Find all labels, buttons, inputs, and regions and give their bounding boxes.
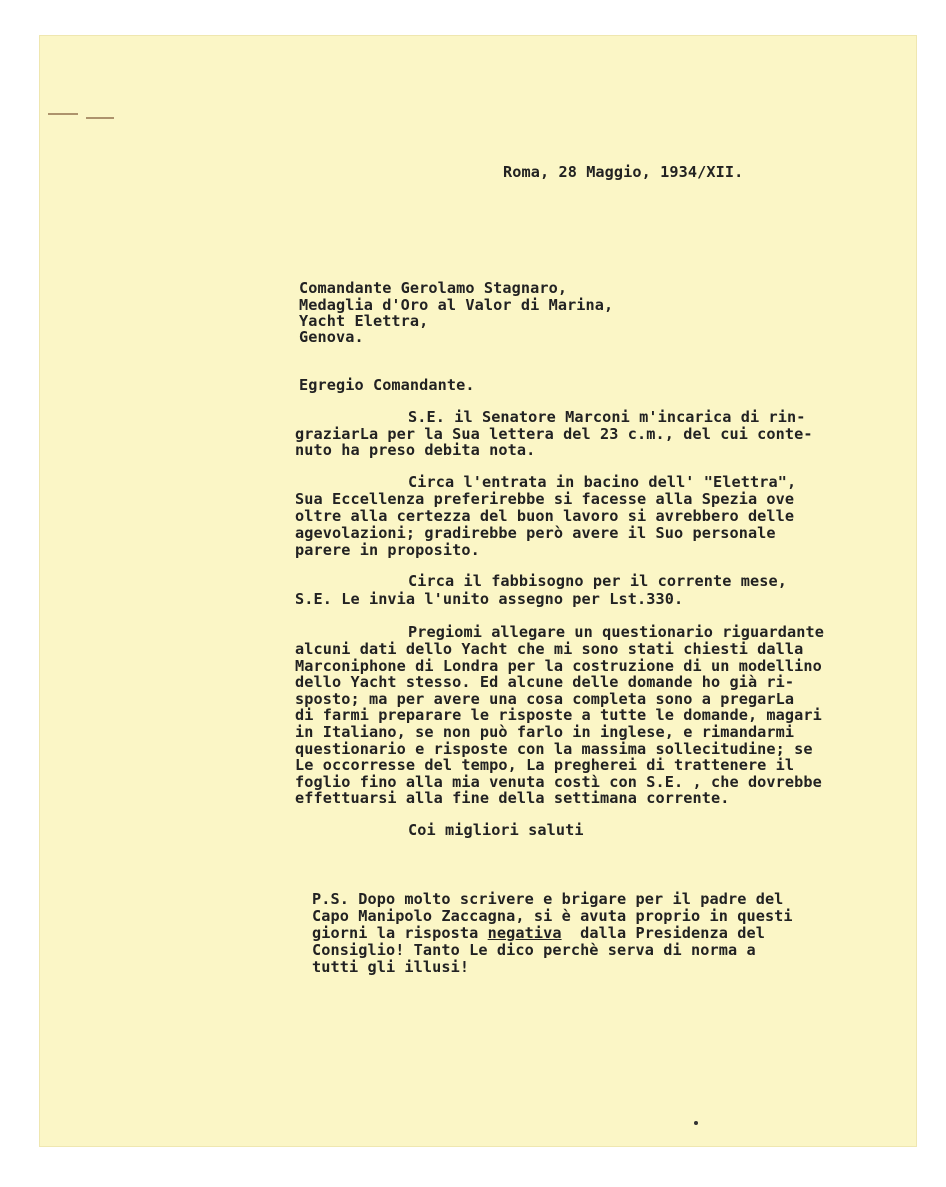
postscript-line: Capo Manipolo Zaccagna, si è avuta proprio in questi bbox=[312, 907, 793, 925]
paragraph-line: nuto ha preso debita nota. bbox=[295, 441, 536, 459]
paragraph-line: S.E. il Senatore Marconi m'incarica di rin- bbox=[408, 408, 806, 426]
paragraph-line: agevolazioni; gradirebbe però avere il Suo personale bbox=[295, 524, 776, 542]
paragraph-line: Le occorresse del tempo, La pregherei di trattenere il bbox=[295, 756, 795, 774]
paragraph-line: dello Yacht stesso. Ed alcune delle domande ho già ri- bbox=[295, 673, 795, 691]
paragraph-line: effettuarsi alla fine della settimana corrente. bbox=[295, 789, 730, 807]
address-line: Genova. bbox=[299, 328, 364, 346]
paragraph-line: S.E. Le invia l'unito assegno per Lst.330. bbox=[295, 590, 684, 608]
paragraph-line: Marconiphone di Londra per la costruzione di un modellino bbox=[295, 657, 822, 675]
postscript-line: P.S. Dopo molto scrivere e brigare per il padre del bbox=[312, 890, 784, 908]
paragraph-line: alcuni dati dello Yacht che mi sono stati chiesti dalla bbox=[295, 640, 804, 658]
letter-date: Roma, 28 Maggio, 1934/XII. bbox=[503, 163, 744, 181]
paragraph-line: graziarLa per la Sua lettera del 23 c.m., del cui conte- bbox=[295, 425, 813, 443]
postscript-line: tutti gli illusi! bbox=[312, 958, 470, 976]
address-line: Medaglia d'Oro al Valor di Marina, bbox=[299, 296, 614, 314]
paragraph-line: oltre alla certezza del buon lavoro si avrebbero delle bbox=[295, 507, 795, 525]
closing: Coi migliori saluti bbox=[408, 821, 584, 839]
postscript-line bbox=[312, 925, 765, 942]
address-line: Yacht Elettra, bbox=[299, 312, 429, 330]
paper-mark bbox=[86, 117, 114, 119]
paragraph-line: in Italiano, se non può farlo in inglese, e rimandarmi bbox=[295, 723, 795, 741]
postscript-text: dalla Presidenza del bbox=[561, 924, 765, 942]
paragraph-line: Pregiomi allegare un questionario riguardante bbox=[408, 623, 824, 641]
address-line: Comandante Gerolamo Stagnaro, bbox=[299, 279, 568, 297]
paragraph-line: Circa il fabbisogno per il corrente mese, bbox=[408, 572, 787, 590]
paragraph-line: questionario e risposte con la massima sollecitudine; se bbox=[295, 740, 813, 758]
underlined-word: negativa bbox=[487, 924, 562, 942]
paper-mark bbox=[48, 113, 78, 115]
paragraph-line: parere in proposito. bbox=[295, 541, 480, 559]
paragraph-line: foglio fino alla mia venuta costì con S.E. , che dovrebbe bbox=[295, 773, 822, 791]
paragraph-line: Sua Eccellenza preferirebbe si facesse alla Spezia ove bbox=[295, 490, 795, 508]
postscript-text: giorni la risposta bbox=[312, 924, 488, 942]
postscript-line: Consiglio! Tanto Le dico perchè serva di norma a bbox=[312, 941, 756, 959]
paragraph-line: di farmi preparare le risposte a tutte le domande, magari bbox=[295, 706, 822, 724]
paper-speck bbox=[694, 1121, 698, 1125]
paragraph-line: Circa l'entrata in bacino dell' "Elettra", bbox=[408, 473, 797, 491]
salutation: Egregio Comandante. bbox=[299, 376, 475, 394]
paragraph-line: sposto; ma per avere una cosa completa sono a pregarLa bbox=[295, 690, 795, 708]
